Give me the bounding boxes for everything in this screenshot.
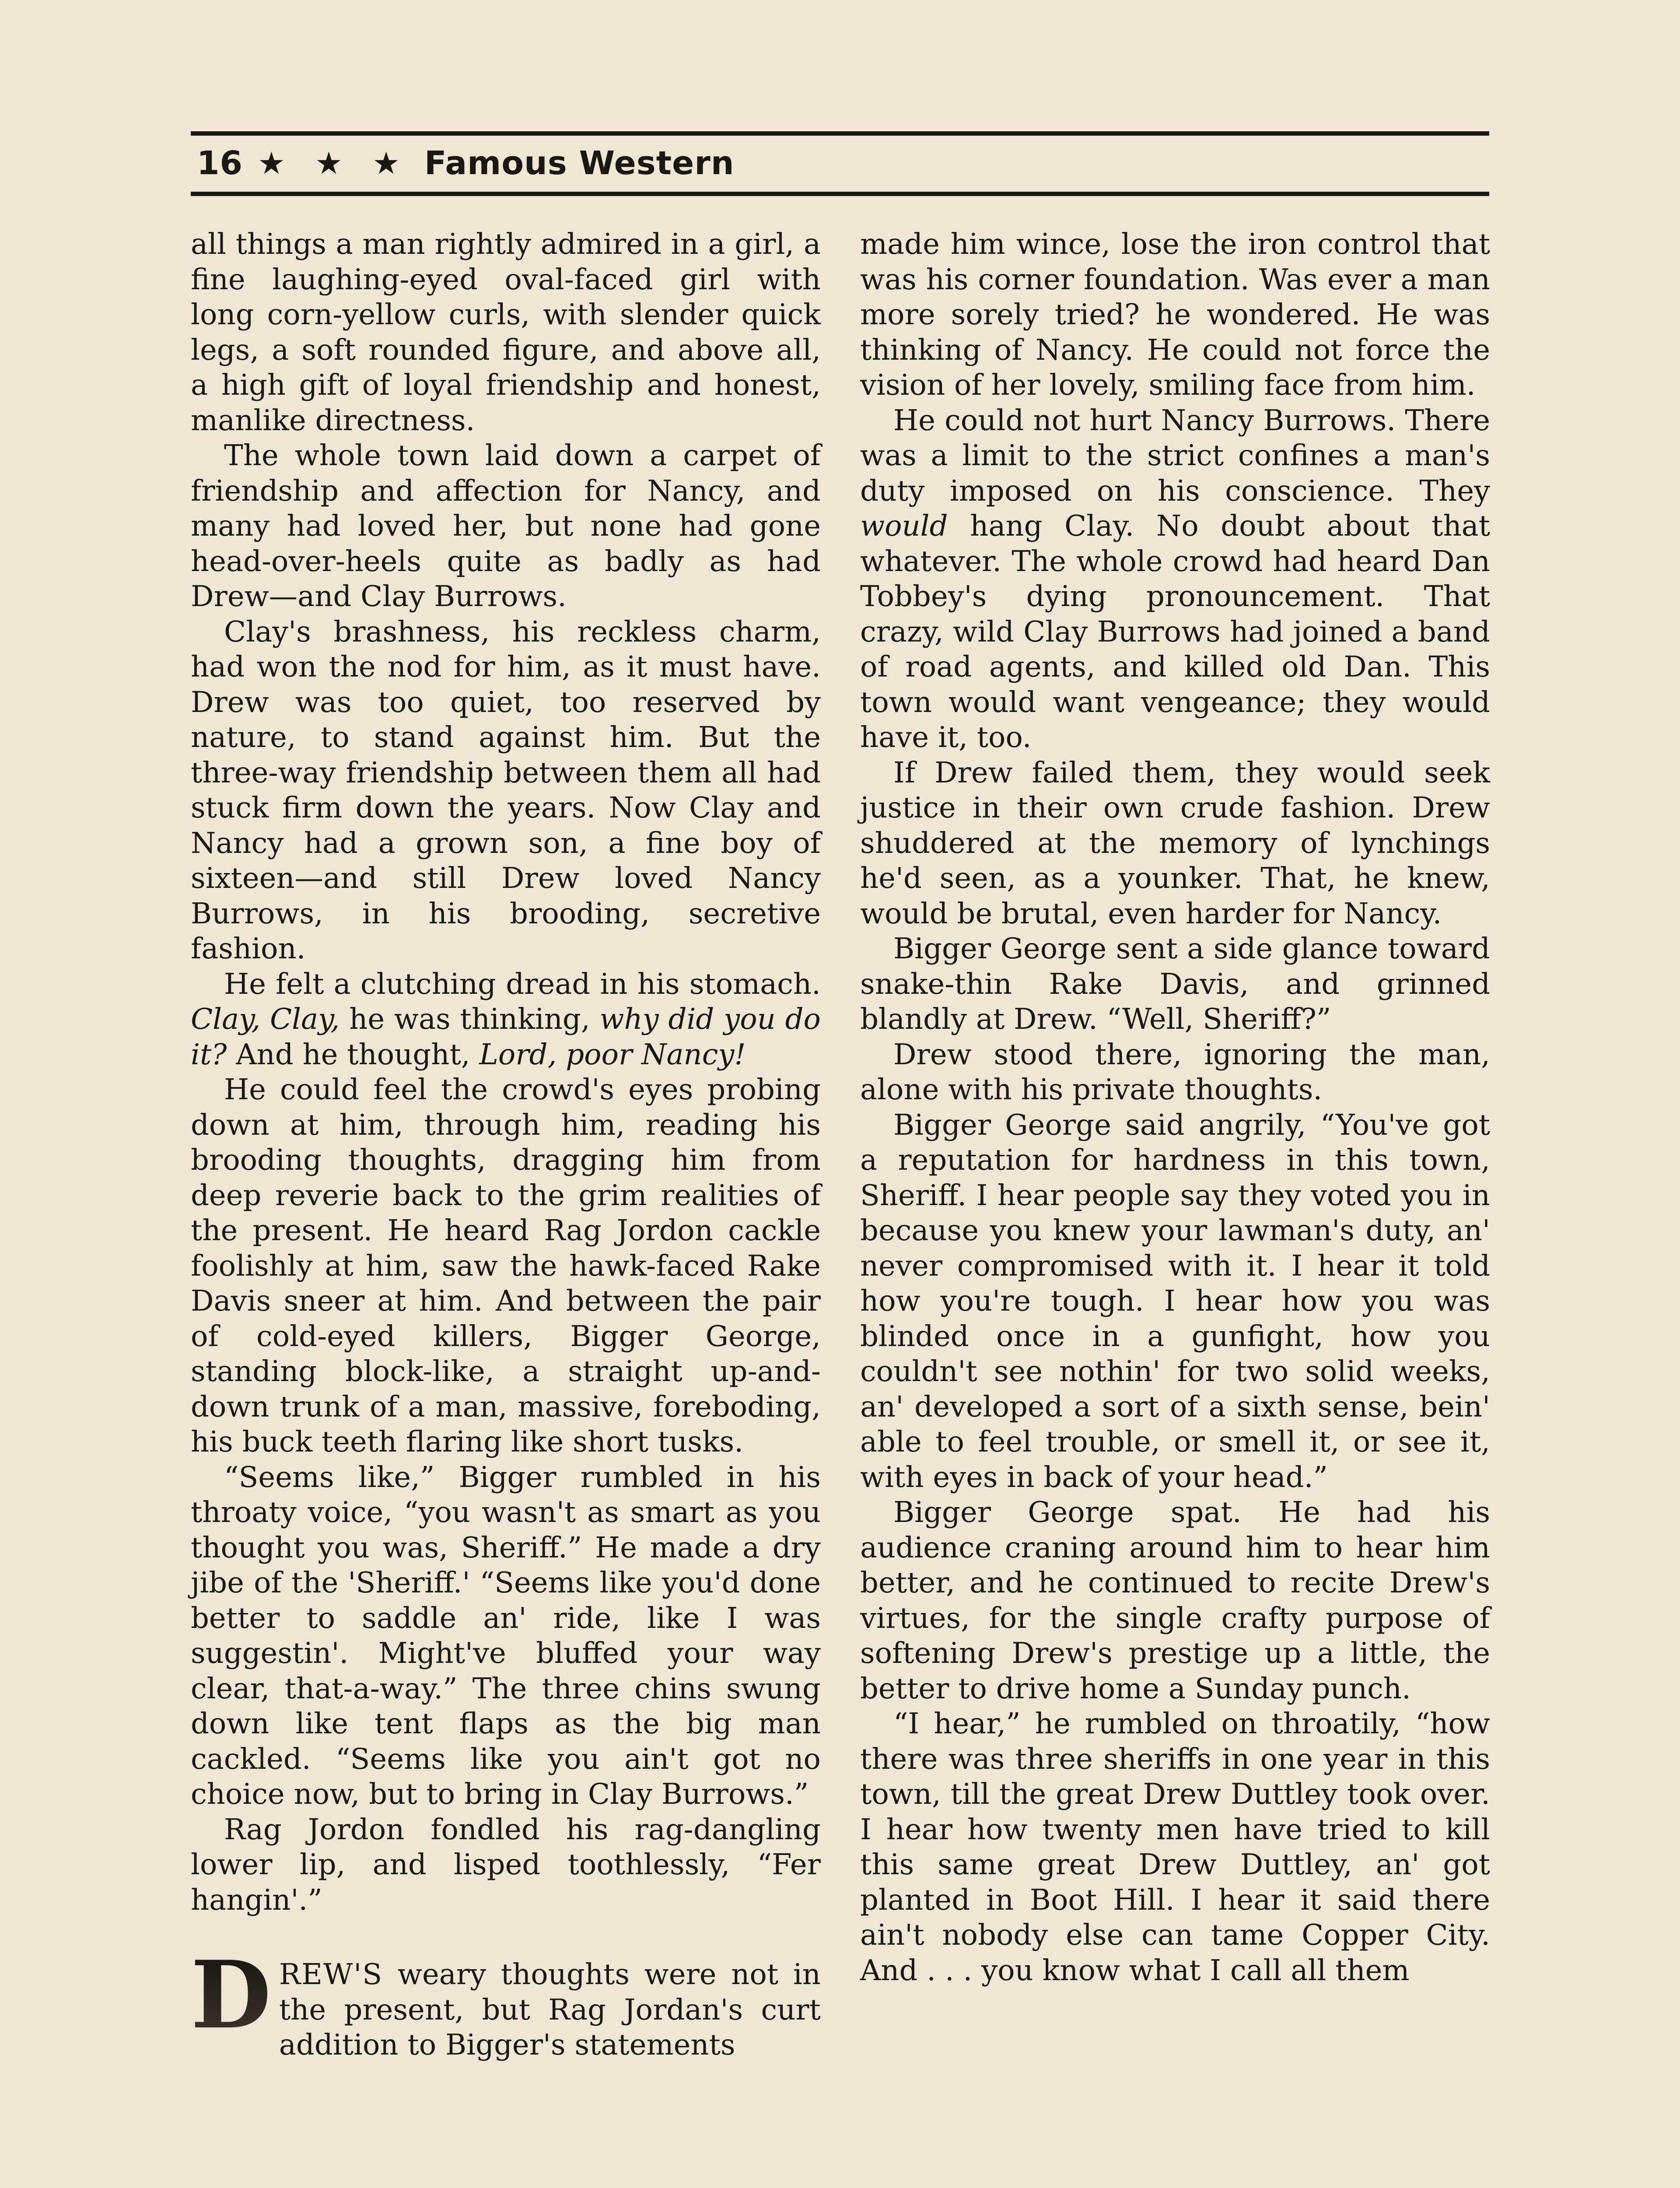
italic-emphasis: would xyxy=(860,509,948,543)
right-column xyxy=(860,227,1490,1988)
paragraph: Bigger George sent a side glance toward snake-thin Rake Davis, and grinned blandly at Drew. “Well, Sheriff?” xyxy=(860,932,1490,1036)
paragraph: made him wince, lose the iron control that was his corner foundation. Was ever a man more sorely tried? he wondered. He was thinking of Nancy. He could not force the vision of her lovely, smiling face from him. xyxy=(860,228,1490,402)
paragraph: Bigger George said angrily, “You've got a reputation for hardness in this town, Sheriff. I hear people say they voted you in because you knew your lawman's duty, an' never compromised with it. I hear it told how you're tough. I hear how you was blinded once in a gunfight, how you couldn't see nothin' for two solid weeks, an' developed a sort of a sixth sense, bein' able to feel trouble, or smell it, or see it, with eyes in back of your head.” xyxy=(860,1108,1490,1494)
paragraph: “I hear,” he rumbled on throatily, “how there was three sheriffs in one year in this town, till the great Drew Duttley took over. I hear how twenty men have tried to kill this same great Drew Duttley, an' got planted in Boot Hill. I hear it said there ain't nobody else can tame Copper City. And . . . you know what I call all them xyxy=(860,1707,1490,1987)
star-ornament: ★ ★ ★ xyxy=(257,145,410,181)
running-header xyxy=(197,139,735,187)
text-run: hang Clay. No doubt about that whatever. The whole crowd had heard Dan Tobbey's dying pronouncement. That crazy, wild Clay Burrows had joined a band of road agents, and killed old Dan. This town would want vengeance; they would have it, too. xyxy=(860,509,1490,754)
text-run: weary thoughts were not in the present, but Rag Jordan's curt addition to Bigger's statements xyxy=(279,1958,821,2062)
text-run: And he thought, xyxy=(227,1038,480,1071)
smallcaps-lead: REW'S xyxy=(279,1958,383,1991)
text-run: He felt a clutching dread in his stomach. xyxy=(224,967,821,1001)
header-top-rule xyxy=(191,131,1489,136)
dropcap-paragraph xyxy=(191,1940,821,2063)
drop-cap-letter: D xyxy=(191,1940,271,2049)
paragraph: Clay's brashness, his reckless charm, had won the nod for him, as it must have. Drew was too quiet, too reserved by nature, to stand against him. But the three-way friendship between them all had stuck firm down the years. Now Clay and Nancy had a grown son, a fine boy of sixteen—and still Drew loved Nancy Burrows, in his brooding, secretive fashion. xyxy=(191,615,821,965)
paragraph xyxy=(860,403,1490,755)
header-bottom-rule xyxy=(191,192,1489,196)
page-number: 16 xyxy=(197,144,243,182)
paragraph: If Drew failed them, they would seek justice in their own crude fashion. Drew shuddered at the memory of lynchings he'd seen, as a younker. That, he knew, would be brutal, even harder for Nancy. xyxy=(860,756,1490,930)
text-run: He could not hurt Nancy Burrows. There was a limit to the strict confines a man's duty imposed on his conscience. They xyxy=(860,403,1490,508)
italic-thought: why did you do it? xyxy=(191,1003,821,1071)
text-run: he was thinking, xyxy=(340,1003,600,1036)
paragraph: Bigger George spat. He had his audience craning around him to hear him better, and he continued to recite Drew's virtues, for the single crafty purpose of softening Drew's prestige up a little, the better to drive home a Sunday punch. xyxy=(860,1496,1490,1705)
paragraph: Rag Jordon fondled his rag-dangling lower lip, and lisped toothlessly, “Fer hangin'.” xyxy=(191,1813,821,1917)
paragraph: Drew stood there, ignoring the man, alone with his private thoughts. xyxy=(860,1038,1490,1106)
paragraph: He could feel the crowd's eyes probing down at him, through him, reading his brooding thoughts, dragging him from deep reverie back to the grim realities of the present. He heard Rag Jordon cackle foolishly at him, saw the hawk-faced Rake Davis sneer at him. And between the pair of cold-eyed killers, Bigger George, standing block-like, a straight up-and-down trunk of a man, massive, foreboding, his buck teeth flaring like short tusks. xyxy=(191,1073,821,1459)
italic-thought: Lord, poor Nancy! xyxy=(479,1038,746,1071)
paragraph: “Seems like,” Bigger rumbled in his throaty voice, “you wasn't as smart as you thought you was, Sheriff.” He made a dry jibe of the 'Sheriff.' “Seems like you'd done better to saddle an' ride, like I was suggestin'. Might've bluffed your way clear, that-a-way.” The three chins swung down like tent flaps as the big man cackled. “Seems like you ain't got no choice now, but to bring in Clay Burrows.” xyxy=(191,1460,821,1811)
magazine-title: Famous Western xyxy=(424,144,735,182)
paragraph xyxy=(191,967,821,1073)
paragraph: all things a man rightly admired in a girl, a fine laughing-eyed oval-faced girl with long corn-yellow curls, with slender quick legs, a soft rounded figure, and above all, a high gift of loyal friendship and honest, manlike directness. xyxy=(191,228,821,437)
left-column xyxy=(191,227,821,2063)
italic-thought: Clay, Clay, xyxy=(191,1003,340,1036)
paragraph: The whole town laid down a carpet of friendship and affection for Nancy, and many had loved her, but none had gone head-over-heels quite as badly as had Drew—and Clay Burrows. xyxy=(191,439,821,613)
